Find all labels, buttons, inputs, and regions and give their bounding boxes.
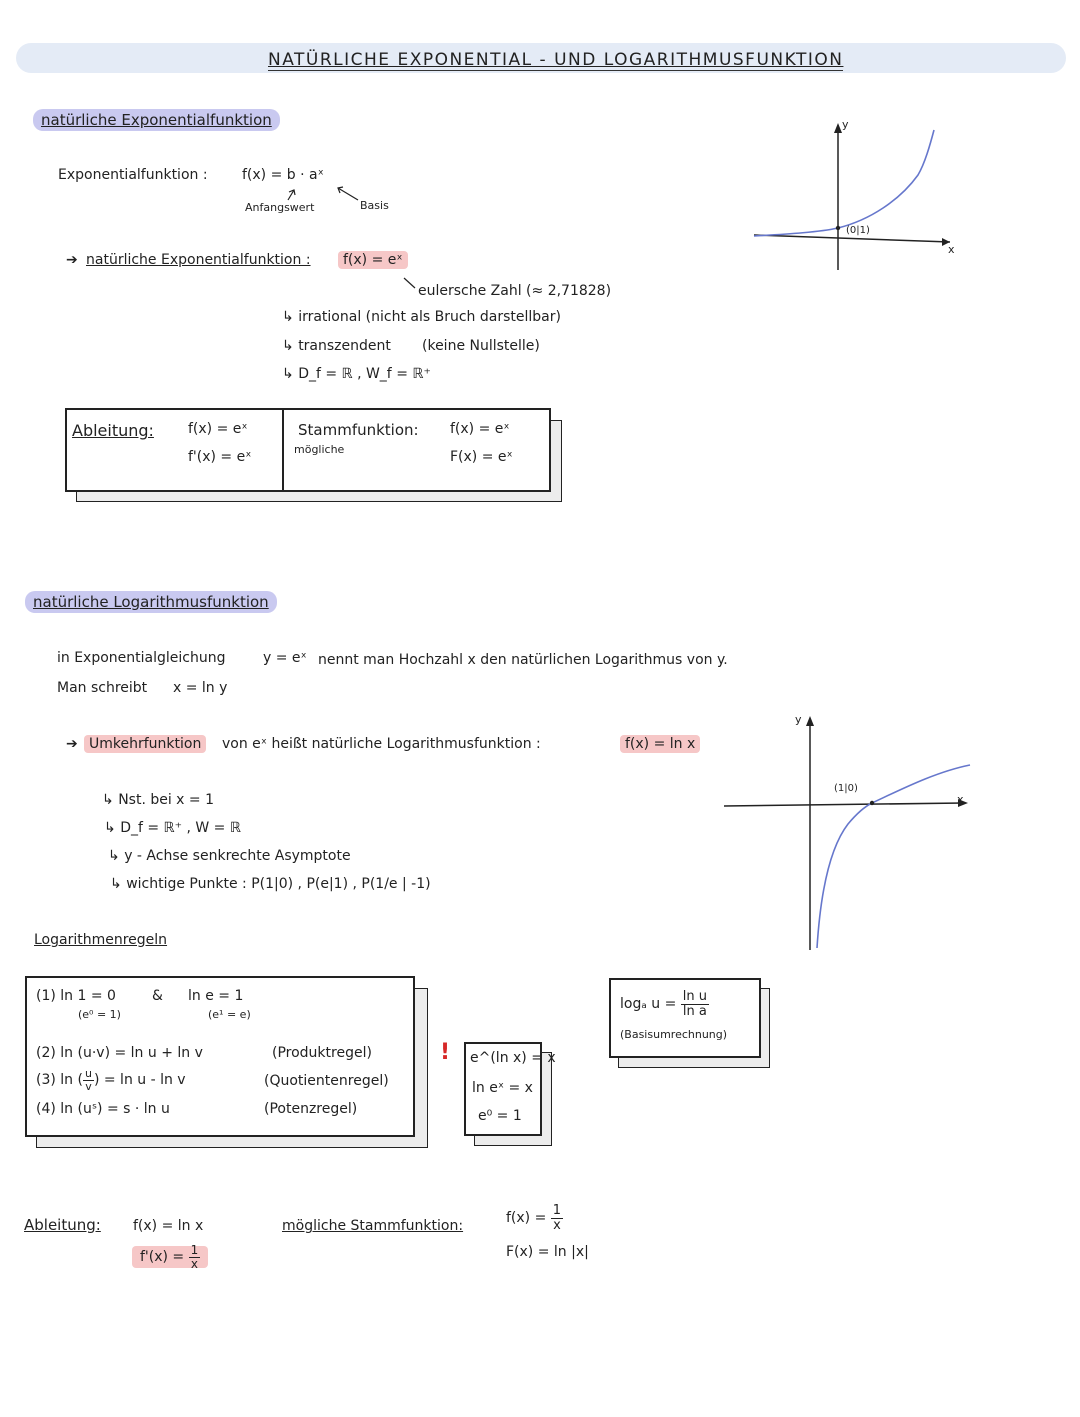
- nat-exp-formula: f(x) = eˣ: [338, 252, 408, 268]
- ableitung-fp: f'(x) = eˣ: [188, 449, 252, 465]
- log-graph-y-label: y: [795, 713, 802, 726]
- keine-nullstelle-note: (keine Nullstelle): [422, 338, 540, 354]
- stamm-f: f(x) = eˣ: [450, 421, 510, 437]
- log-line2-a: Man schreibt: [57, 680, 148, 696]
- rule-3-name: (Quotientenregel): [264, 1073, 389, 1089]
- log-line1-b: nennt man Hochzahl x den natürlichen Logarithmus von y.: [318, 652, 728, 668]
- log-graph-x-label: x: [957, 793, 964, 806]
- exp-graph-x-axis: [754, 235, 950, 242]
- ableitung-label: Ableitung:: [72, 421, 154, 440]
- rule-1-sub: (e⁰ = 1): [78, 1008, 121, 1021]
- rule-1-amp: &: [152, 988, 163, 1004]
- ableitung-f: f(x) = eˣ: [188, 421, 248, 437]
- rule-1b-sub: (e¹ = e): [208, 1008, 251, 1021]
- rule-4-name: (Potenzregel): [264, 1101, 358, 1117]
- rule-1: (1) ln 1 = 0: [36, 988, 116, 1004]
- bottom-stamm-label: mögliche Stammfunktion:: [282, 1218, 464, 1234]
- umkehr-mid: von eˣ heißt natürliche Logarithmusfunktion :: [222, 736, 541, 752]
- exp-formula: f(x) = b · aˣ: [242, 167, 324, 183]
- base-formula: logₐ u = $\frac{\text{ln u}}{\text{ln a}}$: [620, 989, 708, 1019]
- rules-heading: Logarithmenregeln: [34, 932, 168, 948]
- log-line1-a: in Exponentialgleichung: [57, 650, 226, 666]
- exp-annotation-arrows: [240, 182, 370, 204]
- base-name: (Basisumrechnung): [620, 1028, 728, 1041]
- stamm-label: Stammfunktion:: [298, 421, 419, 439]
- identity-1: e^(ln x) = x: [470, 1050, 556, 1066]
- section-heading-logarithm: natürliche Logarithmusfunktion: [25, 591, 277, 613]
- log-line1-eq: y = eˣ: [263, 650, 307, 666]
- rule-1b: ln e = 1: [188, 988, 244, 1004]
- punkte-note: ↳ wichtige Punkte : P(1|0) , P(e|1) , P(1/e | -1): [110, 876, 431, 892]
- stamm-F: F(x) = eˣ: [450, 449, 513, 465]
- exp-label: Exponentialfunktion :: [58, 167, 208, 183]
- bottom-f: f(x) = ln x: [133, 1218, 204, 1234]
- identity-3: e⁰ = 1: [478, 1108, 522, 1124]
- euler-pointer: [400, 275, 420, 291]
- exp-point: [836, 226, 840, 230]
- basis-label: Basis: [360, 199, 389, 212]
- euler-number: eulersche Zahl (≈ 2,71828): [418, 283, 612, 299]
- exp-graph-x-label: x: [948, 243, 955, 256]
- log-point: [870, 801, 874, 805]
- identity-2: ln eˣ = x: [472, 1080, 533, 1096]
- exp-curve: [754, 130, 934, 236]
- rule-2-name: (Produktregel): [272, 1045, 372, 1061]
- log-graph-point-label: (1|0): [834, 783, 858, 794]
- nat-exp-label: natürliche Exponentialfunktion :: [86, 252, 311, 268]
- bottom-ableitung-label: Ableitung:: [24, 1216, 101, 1234]
- arrow-icon: ➔: [66, 736, 78, 752]
- anfangswert-label: Anfangswert: [245, 201, 315, 214]
- irrational-note: ↳ irrational (nicht als Bruch darstellbar): [282, 309, 561, 325]
- log-line2-eq: x = ln y: [173, 680, 228, 696]
- log-graph-x-axis: [724, 803, 964, 806]
- section-heading-exponential: natürliche Exponentialfunktion: [33, 109, 280, 131]
- umkehr-label: Umkehrfunktion: [84, 736, 206, 752]
- exclamation-icon: !: [440, 1040, 451, 1065]
- domain-note: ↳ D_f = ℝ , W_f = ℝ⁺: [282, 366, 431, 382]
- exp-graph: [750, 115, 970, 275]
- transzendent-note: ↳ transzendent: [282, 338, 391, 354]
- exp-graph-y-label: y: [842, 118, 849, 131]
- nst-note: ↳ Nst. bei x = 1: [102, 792, 215, 808]
- umkehr-formula: f(x) = ln x: [620, 736, 700, 752]
- rule-2: (2) ln (u·v) = ln u + ln v: [36, 1045, 203, 1061]
- exp-graph-point-label: (0|1): [846, 225, 870, 236]
- stamm-moegliche: mögliche: [294, 443, 345, 456]
- log-graph: [720, 710, 980, 960]
- asymptote-note: ↳ y - Achse senkrechte Asymptote: [108, 848, 351, 864]
- bottom-fp: f'(x) = $\frac{1}{x}$: [132, 1244, 208, 1270]
- bottom-SF: F(x) = ln |x|: [506, 1244, 589, 1260]
- arrow-icon: ➔: [66, 252, 78, 268]
- rule-3: (3) ln ( $\frac{u}{v}$ ) = ln u - ln v: [36, 1067, 186, 1093]
- bottom-sf: f(x) = $\frac{1}{x}$: [506, 1203, 562, 1233]
- page-title: NATÜRLICHE EXPONENTIAL - UND LOGARITHMUSFUNKTION: [268, 50, 844, 70]
- log-domain-note: ↳ D_f = ℝ⁺ , W = ℝ: [104, 820, 241, 836]
- rule-4: (4) ln (uˢ) = s · ln u: [36, 1101, 170, 1117]
- box-divider: [282, 410, 284, 490]
